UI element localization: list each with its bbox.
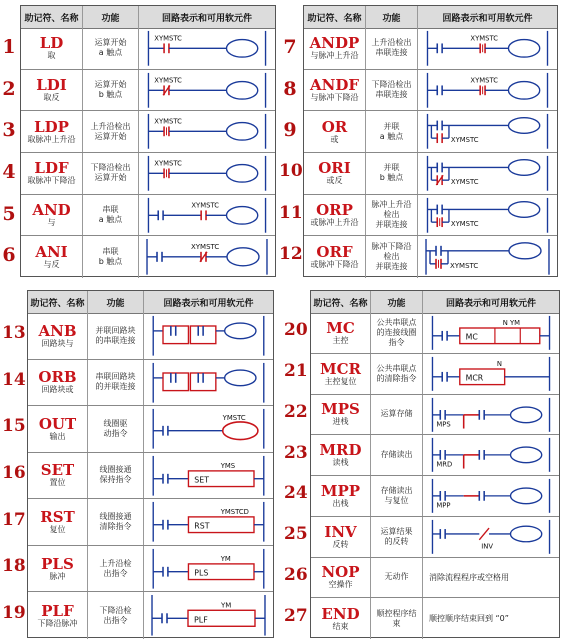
coil-symbol [227, 123, 258, 141]
mnemonic-cell [304, 153, 366, 194]
ladder-diagram [139, 111, 275, 152]
circuit-note: 消除流程程序或空格用 [429, 572, 509, 582]
function-description: 运算结果 的反转 [371, 517, 423, 557]
ladder-diagram [144, 406, 273, 452]
instruction-number: 8 [283, 77, 297, 100]
function-description: 运算存储 [371, 395, 423, 435]
instruction-row [28, 453, 273, 500]
mnemonic-cell [304, 70, 366, 111]
header-function: 功能 [371, 291, 423, 313]
coil-symbol [227, 40, 258, 58]
ladder-diagram [144, 499, 273, 545]
instruction-number: 18 [2, 556, 26, 577]
mnemonic-cell [28, 592, 88, 639]
mnemonic-cell [311, 395, 371, 435]
instruction-mnemonic: MPS [321, 400, 360, 419]
function-description: 脉冲上升沿 检出 并联连接 [366, 195, 418, 236]
instruction-mnemonic: ANDF [309, 75, 359, 94]
mnemonic-cell [21, 28, 83, 69]
instruction-mnemonic: RST [40, 508, 75, 527]
instruction-mnemonic: MRD [319, 441, 362, 460]
instruction-mnemonic: ANDP [309, 34, 360, 53]
instruction-chinese-name: 取脉冲下降沿 [27, 176, 76, 186]
instruction-chinese-name: 或脉冲下降沿 [310, 260, 359, 270]
instruction-row [304, 70, 557, 112]
coil-symbol [511, 407, 542, 423]
ladder-circuit [418, 236, 557, 278]
instruction-mnemonic: PLF [41, 601, 74, 620]
operand-label: YMSTC [222, 414, 246, 423]
instruction-mnemonic: LDF [34, 159, 69, 178]
instruction-row [21, 153, 275, 195]
operand-label: MPP [436, 501, 451, 510]
mnemonic-cell [28, 406, 88, 452]
header-function: 功能 [88, 291, 144, 313]
ladder-diagram [144, 453, 273, 499]
instruction-number: 11 [279, 202, 303, 223]
instruction-chinese-name: 主控复位 [324, 376, 357, 386]
instruction-row [311, 354, 559, 395]
instruction-row [21, 236, 275, 278]
ladder-diagram [423, 476, 559, 516]
function-description: 上升沿检出 运算开始 [83, 111, 139, 152]
instruction-box-label: MCR [465, 373, 484, 383]
instruction-chinese-name: 脉冲 [49, 571, 66, 581]
instruction-number: 20 [284, 320, 308, 341]
instruction-mnemonic: ORB [38, 368, 77, 387]
instruction-mnemonic: OR [321, 117, 348, 136]
ladder-diagram [144, 313, 273, 359]
ladder-circuit [418, 70, 557, 111]
operand-label: YM [220, 554, 231, 563]
table-master-stack [310, 290, 560, 638]
instruction-row [311, 313, 559, 354]
header-mnemonic: 助记符、名称 [304, 6, 366, 28]
mnemonic-cell [304, 111, 366, 152]
function-description: 运算开始 b 触点 [83, 70, 139, 111]
instruction-chinese-name: 进栈 [332, 417, 349, 427]
ladder-circuit [144, 453, 273, 499]
ladder-diagram [418, 153, 557, 194]
table-pulse-parallel [303, 5, 558, 277]
coil-symbol [227, 165, 258, 183]
table-basic-contacts [20, 5, 276, 277]
mnemonic-cell [21, 70, 83, 111]
instruction-chinese-name: 与脉冲下降沿 [310, 92, 359, 102]
instruction-box-label: PLF [194, 615, 208, 625]
ladder-circuit [418, 195, 557, 236]
instruction-number: 4 [2, 160, 16, 183]
instruction-row [311, 558, 559, 599]
function-description: 线圈驱 动指令 [88, 406, 144, 452]
instruction-chinese-name: 主控 [332, 335, 349, 345]
instruction-chinese-name: 取 [47, 51, 56, 61]
instruction-row [311, 598, 559, 639]
mnemonic-cell [311, 435, 371, 475]
instruction-number: 21 [284, 361, 308, 382]
circuit-note: 顺控顺序结束回到 “0” [429, 614, 509, 624]
ladder-circuit [139, 28, 275, 69]
operand-label: N [496, 359, 502, 368]
instruction-chinese-name: 结束 [332, 621, 349, 631]
ladder-circuit [418, 153, 557, 194]
header-mnemonic: 助记符、名称 [28, 291, 88, 313]
instruction-row [311, 435, 559, 476]
ladder-diagram [418, 195, 557, 236]
instruction-chinese-name: 取反 [43, 92, 60, 102]
coil-symbol [508, 118, 539, 134]
function-description: 脉冲下降沿 检出 并联连接 [366, 236, 418, 278]
instruction-chinese-name: 复位 [49, 525, 66, 535]
instruction-box-label: SET [194, 475, 209, 485]
ladder-circuit [139, 111, 275, 152]
instruction-chinese-name: 空操作 [328, 580, 353, 590]
header-mnemonic: 助记符、名称 [311, 291, 371, 313]
instruction-number: 12 [279, 244, 303, 265]
mnemonic-cell [21, 195, 83, 236]
instruction-chinese-name: 置位 [49, 478, 66, 488]
operand-label: MPS [436, 420, 451, 429]
ladder-diagram [139, 70, 275, 111]
function-description: 存储读出 与复位 [371, 476, 423, 516]
operand-label: XYMSTC [470, 34, 499, 43]
ladder-diagram [423, 517, 559, 557]
instruction-mnemonic: MC [326, 318, 355, 337]
instruction-row [304, 236, 557, 278]
coil-symbol [227, 206, 258, 224]
instruction-mnemonic: LDI [36, 75, 67, 94]
function-description: 公共串联点 的连接线圈 指令 [371, 313, 423, 353]
operand-label: XYMSTC [450, 178, 479, 187]
instruction-mnemonic: INV [324, 522, 357, 541]
ladder-diagram [139, 28, 275, 69]
function-description: 并联 a 触点 [366, 111, 418, 152]
instruction-number: 7 [283, 35, 297, 58]
instruction-row [304, 111, 557, 153]
function-description: 顺控程序结束 [371, 598, 423, 639]
coil-symbol [227, 248, 259, 266]
coil-symbol [508, 40, 539, 58]
operand-label: XYMSTC [154, 76, 182, 85]
instruction-row [28, 499, 273, 546]
ladder-circuit [144, 546, 273, 592]
instruction-number: 3 [2, 119, 16, 142]
header-function: 功能 [83, 6, 139, 28]
instruction-mnemonic: ORI [318, 159, 351, 178]
instruction-chinese-name: 或反 [326, 176, 343, 186]
instruction-number: 24 [284, 483, 308, 504]
ladder-circuit [144, 313, 273, 359]
instruction-mnemonic: LD [39, 34, 64, 53]
instruction-row [28, 313, 273, 360]
instruction-row [21, 70, 275, 112]
mnemonic-cell [21, 111, 83, 152]
instruction-number: 1 [2, 35, 16, 58]
instruction-number: 14 [2, 369, 26, 390]
ladder-diagram [423, 354, 559, 394]
instruction-number: 16 [2, 463, 26, 483]
instruction-mnemonic: END [321, 604, 360, 623]
mnemonic-cell [28, 360, 88, 406]
mnemonic-cell [28, 313, 88, 359]
function-description: 串联回路块 的并联连接 [88, 360, 144, 406]
instruction-chinese-name: 输出 [49, 431, 66, 441]
ladder-diagram [144, 546, 273, 592]
instruction-number: 2 [2, 77, 16, 100]
instruction-number: 15 [2, 416, 26, 437]
function-description: 并联 b 触点 [366, 153, 418, 194]
ladder-circuit [139, 236, 275, 278]
instruction-mnemonic: PLS [41, 554, 74, 573]
mnemonic-cell [21, 153, 83, 194]
table-header [304, 6, 557, 29]
function-description: 线圈接通 清除指令 [88, 499, 144, 545]
instruction-mnemonic: ORP [316, 200, 353, 219]
mnemonic-cell [311, 598, 371, 639]
instruction-number: 25 [284, 524, 308, 545]
instruction-row [311, 517, 559, 558]
mnemonic-cell [311, 313, 371, 353]
function-description: 串联 b 触点 [83, 236, 139, 278]
instruction-mnemonic: SET [40, 461, 75, 480]
operand-label: XYMSTC [154, 34, 182, 43]
operand-label: XYMSTC [450, 219, 479, 228]
operand-label: YMSTCD [220, 508, 249, 517]
instruction-chinese-name: 或 [330, 134, 339, 144]
operand-label: XYMSTC [191, 201, 220, 210]
ladder-circuit [144, 592, 273, 639]
mnemonic-cell [28, 499, 88, 545]
function-description: 无动作 [371, 558, 423, 598]
mnemonic-cell [311, 558, 371, 598]
operand-label: XYMSTC [450, 136, 479, 145]
ladder-diagram [423, 435, 559, 475]
instruction-row [311, 476, 559, 517]
ladder-circuit [144, 499, 273, 545]
ladder-diagram [418, 111, 557, 152]
function-description: 上升沿检 出指令 [88, 546, 144, 592]
operand-label: XYMSTC [154, 159, 182, 168]
instruction-number: 27 [284, 605, 308, 626]
instruction-chinese-name: 出栈 [332, 498, 349, 508]
function-description: 下降沿检 出指令 [88, 592, 144, 639]
instruction-number: 22 [284, 401, 308, 422]
instruction-chinese-name: 读栈 [332, 458, 349, 468]
instruction-row [21, 195, 275, 237]
instruction-mnemonic: ANB [38, 321, 77, 340]
coil-symbol [511, 447, 542, 463]
coil-symbol [223, 422, 258, 440]
instruction-mnemonic: AND [32, 200, 71, 219]
instruction-row [304, 28, 557, 70]
ladder-circuit [423, 435, 559, 475]
instruction-mnemonic: ORF [316, 243, 353, 262]
instruction-row [28, 406, 273, 453]
instruction-number: 26 [284, 564, 308, 585]
function-description: 线圈接通 保持指令 [88, 453, 144, 499]
instruction-number: 19 [2, 602, 26, 623]
ladder-diagram [418, 28, 557, 69]
instruction-number: 17 [2, 509, 26, 530]
mnemonic-cell [21, 236, 83, 278]
ladder-circuit [144, 360, 273, 406]
ladder-diagram [418, 236, 557, 278]
mnemonic-cell [28, 453, 88, 499]
ladder-circuit [423, 517, 559, 557]
ladder-diagram [144, 360, 273, 406]
header-circuit: 回路表示和可用软元件 [163, 298, 254, 309]
ladder-circuit [423, 395, 559, 435]
function-description: 公共串联点 的清除指令 [371, 354, 423, 394]
coil-symbol [508, 81, 539, 99]
mnemonic-cell [304, 195, 366, 236]
instruction-mnemonic: MPP [320, 481, 361, 500]
mnemonic-cell [311, 354, 371, 394]
coil-symbol [225, 323, 256, 339]
instruction-number: 5 [2, 202, 16, 225]
instruction-box-label: MC [465, 332, 478, 342]
instruction-mnemonic: MCR [319, 359, 361, 378]
mnemonic-cell [28, 546, 88, 592]
instruction-box-label: RST [194, 521, 210, 531]
ladder-circuit [418, 111, 557, 152]
mnemonic-cell [311, 476, 371, 516]
instruction-number: 13 [2, 323, 26, 344]
instruction-row [28, 360, 273, 407]
ladder-circuit [139, 70, 275, 111]
function-description: 下降沿检出 串联连接 [366, 70, 418, 111]
function-description: 下降沿检出 运算开始 [83, 153, 139, 194]
ladder-diagram [139, 195, 275, 236]
operand-label: XYMSTC [450, 262, 479, 271]
coil-symbol [511, 488, 542, 504]
instruction-number: 10 [279, 160, 303, 181]
coil-symbol [225, 370, 256, 386]
ladder-diagram [423, 313, 559, 353]
instruction-row [304, 153, 557, 195]
ladder-circuit [423, 354, 559, 394]
function-description: 串联 a 触点 [83, 195, 139, 236]
instruction-chinese-name: 或脉冲上升沿 [310, 217, 359, 227]
function-description: 并联回路块 的串联连接 [88, 313, 144, 359]
table-header [311, 291, 559, 314]
ladder-circuit [139, 153, 275, 194]
instruction-number: 6 [2, 244, 16, 267]
instruction-row [28, 546, 273, 593]
instruction-chinese-name: 取脉冲上升沿 [27, 134, 76, 144]
mnemonic-cell [304, 236, 366, 278]
instruction-row [311, 395, 559, 436]
operand-label: N YM [502, 319, 521, 328]
instruction-chinese-name: 与反 [43, 260, 60, 270]
instruction-number: 23 [284, 442, 308, 463]
ladder-circuit [423, 476, 559, 516]
ladder-circuit [144, 406, 273, 452]
instruction-mnemonic: LDP [34, 117, 69, 136]
instruction-row [21, 28, 275, 70]
instruction-mnemonic: OUT [38, 414, 77, 433]
inv-slash [479, 528, 489, 540]
operand-label: XYMSTC [191, 243, 220, 252]
instruction-chinese-name: 回路块或 [41, 385, 74, 395]
ladder-circuit [418, 28, 557, 69]
ladder-diagram [423, 395, 559, 435]
operand-label: XYMSTC [154, 117, 182, 126]
table-header [21, 6, 275, 29]
function-description: 上升沿检出 串联连接 [366, 28, 418, 69]
operand-label: MRD [436, 460, 453, 469]
mnemonic-cell [311, 517, 371, 557]
instruction-box-label: PLS [194, 568, 209, 578]
table-header [28, 291, 273, 314]
header-circuit: 回路表示和可用软元件 [161, 13, 252, 24]
table-block-output [27, 290, 274, 638]
coil-symbol [227, 81, 258, 99]
function-description: 存储读出 [371, 435, 423, 475]
header-mnemonic: 助记符、名称 [21, 6, 83, 28]
ladder-circuit [423, 313, 559, 353]
instruction-row [28, 592, 273, 639]
ladder-circuit [139, 195, 275, 236]
ladder-diagram [139, 153, 275, 194]
header-function: 功能 [366, 6, 418, 28]
operand-label: YM [220, 601, 232, 610]
operand-label: XYMSTC [470, 76, 499, 85]
instruction-chinese-name: 与 [47, 217, 56, 227]
header-circuit: 回路表示和可用软元件 [445, 298, 536, 309]
instruction-row [21, 111, 275, 153]
coil-symbol [511, 526, 542, 542]
mnemonic-cell [304, 28, 366, 69]
instruction-chinese-name: 反转 [332, 539, 349, 549]
coil-symbol [508, 160, 539, 176]
instruction-row [304, 195, 557, 237]
coil-symbol [509, 243, 541, 259]
instruction-mnemonic: ANI [35, 243, 68, 262]
ladder-diagram [139, 236, 275, 278]
header-circuit: 回路表示和可用软元件 [442, 13, 533, 24]
instruction-chinese-name: 回路块与 [41, 338, 74, 348]
instruction-chinese-name: 与脉冲上升沿 [310, 51, 359, 61]
operand-label: INV [481, 542, 494, 551]
function-description: 运算开始 a 触点 [83, 28, 139, 69]
operand-label: YMS [220, 461, 236, 470]
coil-symbol [508, 201, 539, 217]
instruction-number: 9 [283, 119, 297, 142]
ladder-diagram [144, 592, 273, 639]
instruction-mnemonic: NOP [321, 563, 360, 582]
ladder-diagram [418, 70, 557, 111]
instruction-chinese-name: 下降沿脉冲 [37, 618, 78, 628]
